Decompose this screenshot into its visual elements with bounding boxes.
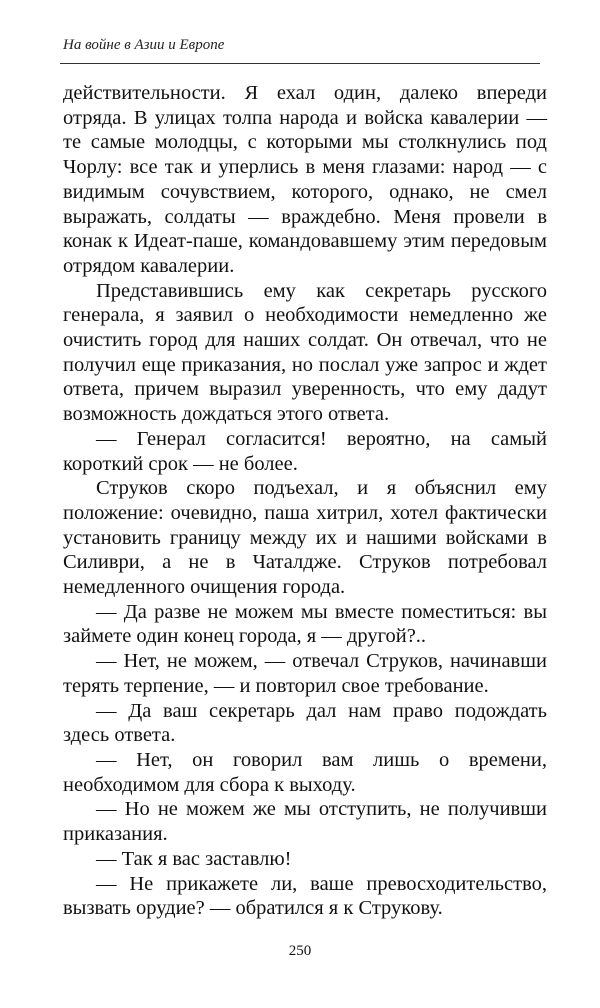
paragraph: действительности. Я ехал один, далеко впереди отряда. В улицах толпа народа и войска кавалерии — те самые молодцы, с которыми мы столкнулись под Чорлу: все так и уперлись в меня глазами: народ — с видимым сочувствием, которого, однако, не смел выражать, солдаты — враждебно. Меня провели в конак к Идеат-паше, командовавшему этим передовым отрядом кавалерии.: [63, 82, 547, 277]
paragraph: — Не прикажете ли, ваше превосходительство, вызвать орудие? — обратился я к Струкову.: [63, 872, 547, 920]
paragraph: — Так я вас заставлю!: [96, 847, 292, 870]
paragraph: — Генерал согласится! вероятно, на самый короткий срок — не более.: [63, 427, 547, 475]
paragraph: — Но не можем же мы отступить, не получивши приказания.: [63, 798, 547, 846]
paragraph: — Нет, не можем, — отвечал Струков, начинавши терять терпение, — и повторил свое требование.: [63, 650, 547, 697]
header-rule: [60, 63, 540, 64]
page-number: 250: [288, 943, 312, 959]
paragraph: — Да ваш секретарь дал нам право подождать здесь ответа.: [63, 699, 547, 747]
paragraph: — Нет, он говорил вам лишь о времени, необходимом для сбора к выходу.: [63, 748, 547, 796]
paragraph: Представившись ему как секретарь русского генерала, я заявил о необходимости немедленно же очистить город для наших солдат. Он отвечал, что не получил еще приказания, но послал уже запрос и ждет ответа, причем выразил уверенность, что ему дадут возможность дождаться этого ответа.: [63, 279, 547, 426]
paragraph: Струков скоро подъехал, и я объяснил ему положение: очевидно, паша хитрил, хотел фактически установить границу между их и нашими войсками в Силиври, а не в Чаталдже. Струков потребовал немедленного очищения города.: [63, 477, 547, 599]
running-header: На войне в Азии и Европе: [63, 37, 225, 53]
paragraph: — Да разве не можем мы вместе поместиться: вы займете один конец города, я — другой?..: [63, 600, 547, 648]
body-text: [63, 81, 547, 921]
